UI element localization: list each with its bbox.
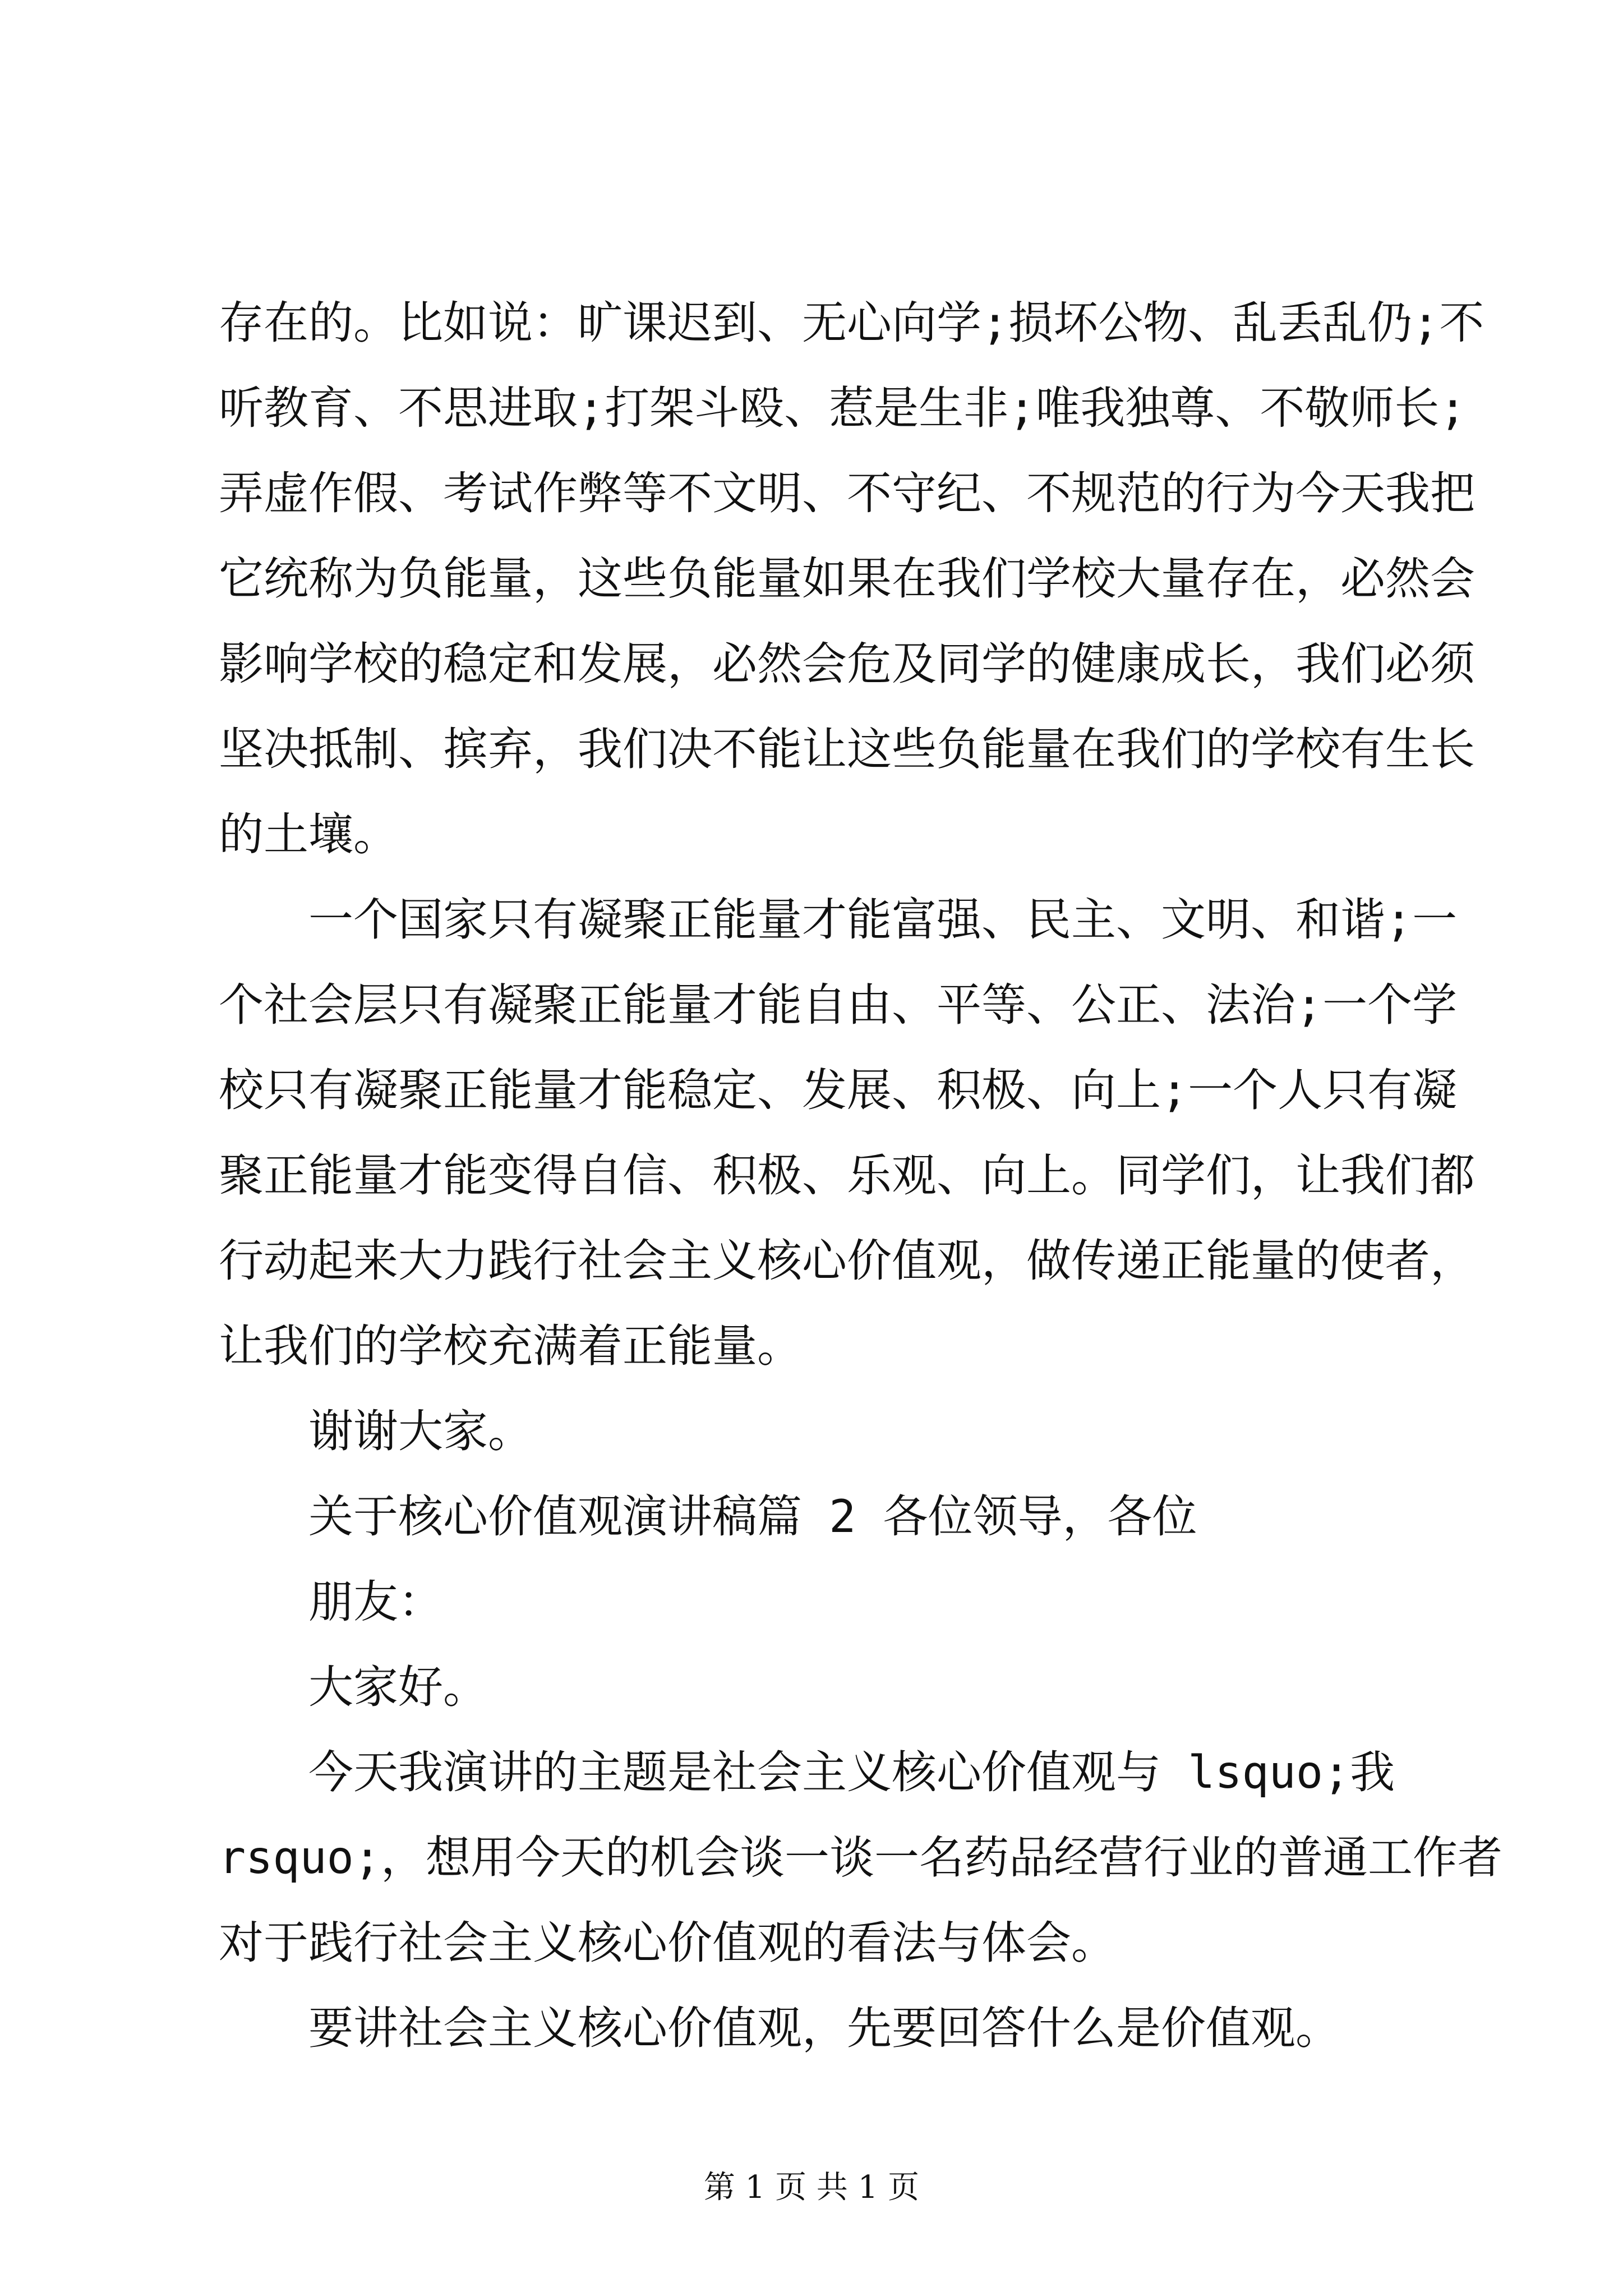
- paragraph-first-line: 一个国家只有凝聚正能量才能富强、民主、文明、和谐;一: [308, 894, 1458, 946]
- text-line: 的土壤。: [219, 808, 398, 861]
- text-line: 行动起来大力践行社会主义核心价值观，做传递正能量的使者，: [219, 1235, 1475, 1287]
- text-line: 坚决抵制、摈弃，我们决不能让这些负能量在我们的学校有生长: [219, 723, 1475, 775]
- text-line: rsquo;，想用今天的机会谈一谈一名药品经营行业的普通工作者: [219, 1832, 1502, 1884]
- text-line: 弄虚作假、考试作弊等不文明、不守纪、不规范的行为今天我把: [219, 467, 1475, 519]
- text-line: 聚正能量才能变得自信、积极、乐观、向上。同学们，让我们都: [219, 1149, 1475, 1202]
- text-line: 影响学校的稳定和发展，必然会危及同学的健康成长，我们必须: [219, 638, 1475, 690]
- text-line: 让我们的学校充满着正能量。: [219, 1320, 802, 1372]
- text-line: 它统称为负能量，这些负能量如果在我们学校大量存在，必然会: [219, 553, 1475, 605]
- text-line: 听教育、不思进取;打架斗殴、惹是生非;唯我独尊、不敬师长;: [219, 382, 1467, 434]
- greeting-line: 大家好。: [308, 1661, 488, 1713]
- text-line: 校只有凝聚正能量才能稳定、发展、积极、向上;一个人只有凝: [219, 1064, 1458, 1116]
- text-line: 存在的。比如说：旷课迟到、无心向学;损坏公物、乱丢乱仍;不: [219, 297, 1484, 349]
- greeting-line: 朋友：: [308, 1576, 443, 1628]
- section-heading: 关于核心价值观演讲稿篇 2 各位领导，各位: [308, 1490, 1197, 1543]
- text-line: 个社会层只有凝聚正能量才能自由、平等、公正、法治;一个学: [219, 979, 1458, 1031]
- paragraph-first-line: 要讲社会主义核心价值观，先要回答什么是价值观。: [308, 2002, 1340, 2054]
- page-footer: 第 1 页 共 1 页: [703, 2169, 920, 2206]
- text-line: 对于践行社会主义核心价值观的看法与体会。: [219, 1917, 1116, 1969]
- thanks-line: 谢谢大家。: [308, 1405, 533, 1457]
- paragraph-first-line: 今天我演讲的主题是社会主义核心价值观与 lsquo;我: [308, 1746, 1395, 1798]
